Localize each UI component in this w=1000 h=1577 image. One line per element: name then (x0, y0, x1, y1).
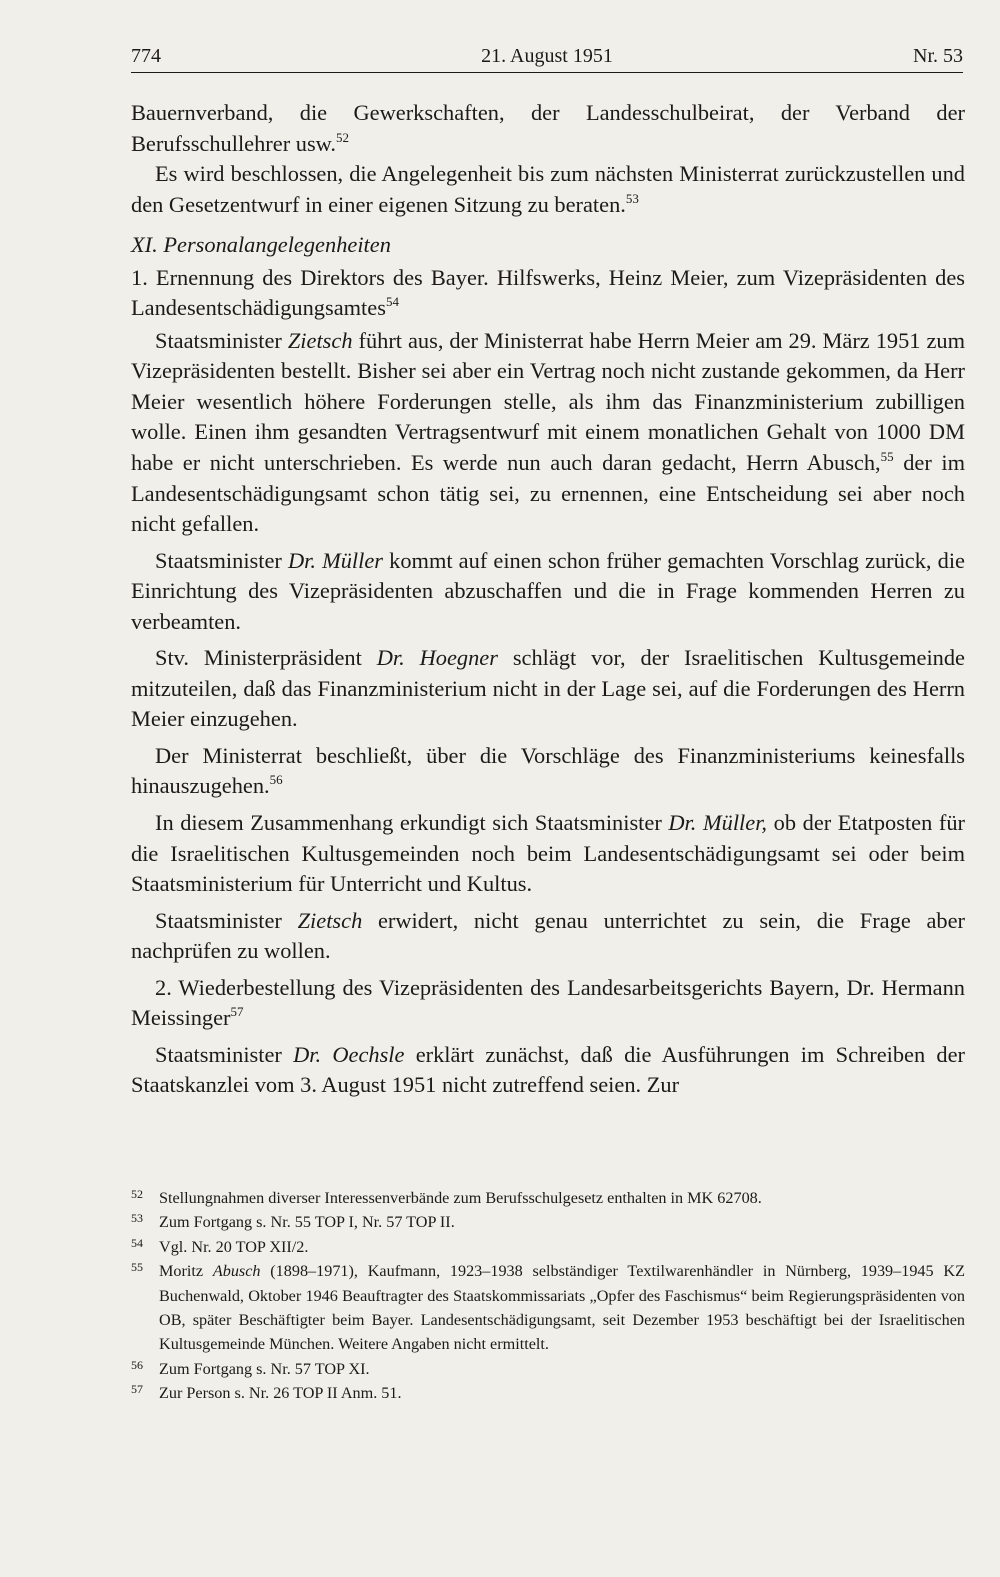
footnote-ref: 55 (880, 449, 894, 465)
paragraph: Staatsminister Dr. Oechsle erklärt zunächst, daß die Ausführungen im Schreiben der Staatskanzlei vom 3. August 1951 nicht zutreffend seien. Zur (131, 1041, 965, 1098)
paragraph: Der Ministerrat beschließt, über die Vorschläge des Finanzministeriums keinesfalls hinauszugehen.$^{56}$ (131, 742, 965, 799)
agenda-item: 1. Ernennung des Direktors des Bayer. Hilfswerks, Heinz Meier, zum Vizepräsidenten des Landesentschädigungsamtes$^{54}$ (131, 264, 965, 321)
footnote: 53 Zum Fortgang s. Nr. 55 TOP I, Nr. 57 TOP II. (131, 1211, 455, 1232)
speaker-name: Dr. Müller, (668, 810, 768, 836)
footnote-ref: 56 (269, 772, 283, 788)
paragraph: Staatsminister Dr. Müller kommt auf einen schon früher gemachten Vorschlag zurück, die Einrichtung des Vizepräsidenten abzuschaffen und die in Frage kommenden Herren zu verbeamten. (131, 547, 965, 634)
paragraph: In diesem Zusammenhang erkundigt sich Staatsminister Dr. Müller, ob der Etatposten für die Israelitischen Kultusgemeinden noch beim Landesentschädigungsamt sei oder beim Staatsministerium für Unterricht und Kultus. (131, 810, 966, 897)
footnote-number: 57 (131, 1382, 143, 1397)
footnote-ref: 57 (230, 1004, 244, 1020)
paragraph: Staatsminister Zietsch erwidert, nicht genau unterrichtet zu sein, die Frage aber nachprüfen zu wollen. (131, 907, 965, 964)
page-number: 774 (131, 45, 161, 67)
footnote: 57 Zur Person s. Nr. 26 TOP II Anm. 51. (131, 1382, 402, 1403)
footnote-number: 53 (131, 1211, 143, 1226)
footnote-number: 52 (131, 1187, 143, 1201)
footnote-ref: 54 (385, 294, 399, 310)
speaker-name: Zietsch (287, 327, 353, 353)
speaker-name: Zietsch (297, 907, 363, 933)
paragraph: Staatsminister Zietsch führt aus, der Ministerrat habe Herrn Meier am 29. März 1951 zum Vizepräsidenten bestellt. Bisher sei aber ein Vertrag noch nicht zustande gekommen, da Herr Meier wesentlich höhere Forderungen stelle, als ihm das Finanzministerium zubilligen wolle. Einen ihm gesandten Vertragsentwurf mit einem monatlichen Gehalt von 1000 DM habe er nicht unterschrieben. Es werde nun auch daran gedacht, Herrn Abusch,$^{55}$ der im Landesentschädigungsamt schon tätig sei, zu ernennen, eine Entscheidung sei aber noch nicht gefallen. (131, 327, 965, 537)
speaker-name: Dr. Hoegner (376, 645, 498, 671)
footnote: 54 Vgl. Nr. 20 TOP XII/2. (131, 1235, 309, 1256)
footnote: 55 Moritz Abusch (1898–1971), Kaufmann, 1923–1938 selbständiger Textilwarenhändler in Nürnberg, 1939–1945 KZ Buchenwald, Oktober 1946 Beauftragter des Staatskommissariats „Opfer des Faschismus“ beim Regierungspräsidenten von OB, später Beschäftigter beim Bayer. Landesentschädigungsamt, seit Dezember 1953 beschäftigt bei der Israelitischen Kultusgemeinde München. Weitere Angaben nicht ermittelt. (131, 1260, 965, 1354)
footnotes (131, 1186, 965, 1406)
page-header (131, 42, 963, 70)
person-name: Abusch (212, 1262, 261, 1281)
paragraph: Bauernverband, die Gewerkschaften, der Landesschulbeirat, der Verband der Berufsschullehrer usw.$^{52}$ (131, 100, 965, 156)
paragraph: Es wird beschlossen, die Angelegenheit bis zum nächsten Ministerrat zurückzustellen und den Gesetzentwurf in einer eigenen Sitzung zu beraten.$^{53}$ (131, 161, 965, 217)
footnote-number: 55 (131, 1260, 143, 1275)
paragraph: Stv. Ministerpräsident Dr. Hoegner schlägt vor, der Israelitischen Kultusgemeinde mitzuteilen, daß das Finanzministerium nicht in der Lage sei, auf die Forderungen des Herrn Meier einzugehen. (131, 645, 965, 732)
footnote-ref: 53 (625, 190, 639, 206)
agenda-item: 2. Wiederbestellung des Vizepräsidenten des Landesarbeitsgerichts Bayern, Dr. Hermann Meissinger$^{57}$ (131, 974, 965, 1031)
section-heading: XI. Personalangelegenheiten (131, 232, 391, 258)
document-number: Nr. 53 (913, 45, 963, 67)
speaker-name: Dr. Oechsle (293, 1041, 405, 1067)
footnote-ref: 52 (335, 129, 349, 145)
body-text (131, 98, 965, 1101)
footnote: 52 Stellungnahmen diverser Interessenverbände zum Berufsschulgesetz enthalten in MK 62708. (131, 1187, 762, 1207)
footnote-number: 54 (131, 1235, 143, 1250)
speaker-name: Dr. Müller (287, 547, 384, 573)
footnote: 56 Zum Fortgang s. Nr. 57 TOP XI. (131, 1357, 370, 1378)
header-date: 21. August 1951 (481, 45, 613, 67)
header-rule (131, 72, 963, 73)
footnote-number: 56 (131, 1357, 143, 1372)
